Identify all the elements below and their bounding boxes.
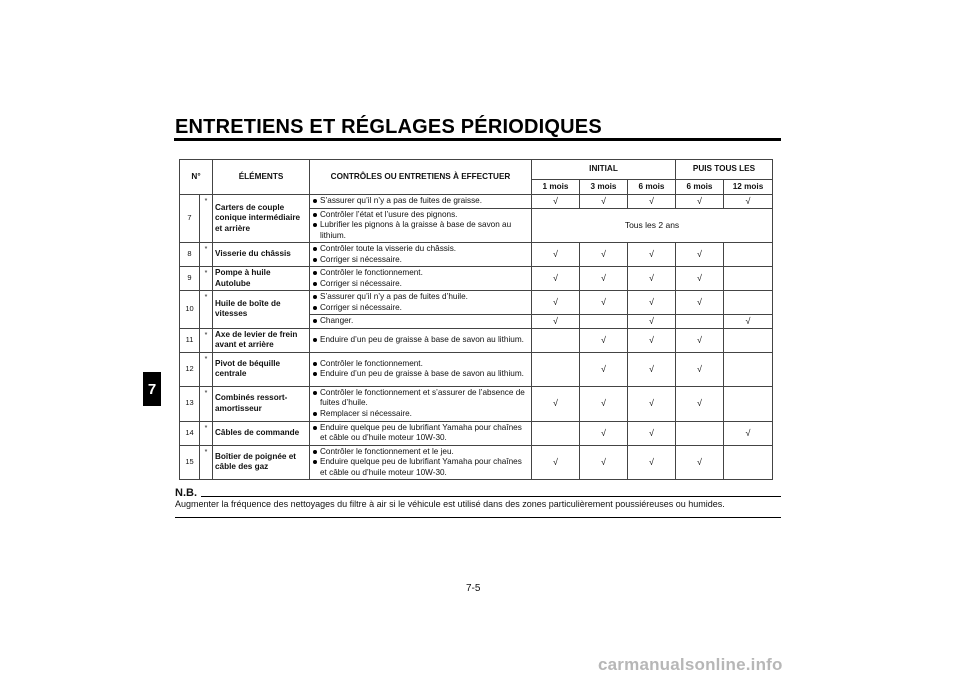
interval-cell <box>580 291 628 315</box>
header-thereafter: PUIS TOUS LES <box>676 160 773 180</box>
action-item: Enduire d’un peu de graisse à base de savon au lithium. <box>312 369 529 380</box>
action-item: Contrôler l’état et l’usure des pignons. <box>312 210 529 221</box>
interval-cell <box>676 291 724 315</box>
check-mark: √ <box>553 297 558 308</box>
item-name: Câbles de commande <box>213 421 310 445</box>
item-name: Axe de levier de frein avant et arrière <box>213 328 310 352</box>
actions-list <box>312 196 529 207</box>
interval-cell <box>580 267 628 291</box>
interval-cell <box>532 291 580 315</box>
row-number: 10 <box>180 291 200 329</box>
row-number: 9 <box>180 267 200 291</box>
table-row <box>180 243 773 267</box>
check-mark: √ <box>745 427 751 438</box>
interval-cell <box>628 352 676 386</box>
action-item: S’assurer qu’il n’y a pas de fuites d’huile. <box>312 292 529 303</box>
action-item: Enduire quelque peu de lubrifiant Yamaha pour chaînes et câble ou d’huile moteur 10W-30. <box>312 457 529 478</box>
check-mark: √ <box>553 457 558 467</box>
table-row <box>180 445 773 480</box>
interval-cell <box>724 352 773 386</box>
action-item: Contrôler le fonctionnement et le jeu. <box>312 447 529 458</box>
interval-cell <box>580 352 628 386</box>
chapter-tab: 7 <box>143 372 161 406</box>
item-name: Visserie du châssis <box>213 243 310 267</box>
check-mark: √ <box>649 297 654 308</box>
row-number: 15 <box>180 445 200 480</box>
check-mark: √ <box>553 316 558 326</box>
actions-cell <box>310 421 532 445</box>
star-mark: * <box>200 386 213 421</box>
actions-list <box>312 244 529 265</box>
check-mark: √ <box>601 457 606 467</box>
interval-cell <box>532 421 580 445</box>
star-mark: * <box>200 445 213 480</box>
check-mark: √ <box>697 249 702 260</box>
check-mark: √ <box>697 273 702 284</box>
check-mark: √ <box>553 273 558 284</box>
interval-cell <box>628 328 676 352</box>
actions-list <box>312 268 529 289</box>
note-text: Augmenter la fréquence des nettoyages du filtre à air si le véhicule est utilisé dans des zones particulièrement poussiéreuses ou humides. <box>175 499 725 509</box>
star-mark: * <box>200 267 213 291</box>
actions-list <box>312 335 529 346</box>
check-mark: √ <box>649 427 654 438</box>
page-number: 7-5 <box>466 583 481 594</box>
check-mark: √ <box>601 334 606 345</box>
interval-span: Tous les 2 ans <box>532 208 773 243</box>
interval-cell <box>676 267 724 291</box>
check-mark: √ <box>697 334 702 345</box>
actions-cell <box>310 328 532 352</box>
interval-cell <box>580 315 628 329</box>
check-mark: √ <box>601 273 606 284</box>
interval-cell <box>628 291 676 315</box>
action-item: Corriger si nécessaire. <box>312 279 529 290</box>
interval-cell <box>676 315 724 329</box>
header-period: 6 mois <box>676 180 724 195</box>
table-row <box>180 352 773 386</box>
check-mark: √ <box>601 249 606 260</box>
interval-cell <box>724 195 773 209</box>
interval-cell <box>580 445 628 480</box>
action-item: Contrôler le fonctionnement. <box>312 268 529 279</box>
header-period: 3 mois <box>580 180 628 195</box>
table-row <box>180 328 773 352</box>
row-number: 13 <box>180 386 200 421</box>
interval-cell <box>628 315 676 329</box>
page-title: ENTRETIENS ET RÉGLAGES PÉRIODIQUES <box>175 116 602 138</box>
interval-cell <box>628 267 676 291</box>
interval-cell <box>532 445 580 480</box>
table-row <box>180 195 773 209</box>
interval-cell <box>532 386 580 421</box>
action-item: Contrôler le fonctionnement. <box>312 359 529 370</box>
action-item: Contrôler toute la visserie du châssis. <box>312 244 529 255</box>
interval-cell <box>676 421 724 445</box>
action-item: Changer. <box>312 316 529 327</box>
interval-cell <box>628 445 676 480</box>
note-label: N.B. <box>175 487 197 499</box>
interval-cell <box>580 328 628 352</box>
interval-cell <box>676 195 724 209</box>
row-number: 11 <box>180 328 200 352</box>
table-body <box>180 195 773 480</box>
check-mark: √ <box>601 398 606 409</box>
interval-cell <box>628 243 676 267</box>
star-mark: * <box>200 421 213 445</box>
action-item: S’assurer qu’il n’y a pas de fuites de graisse. <box>312 196 529 207</box>
check-mark: √ <box>649 457 654 467</box>
check-mark: √ <box>697 363 702 374</box>
check-mark: √ <box>745 316 751 326</box>
actions-cell <box>310 291 532 315</box>
action-item: Enduire d’un peu de graisse à base de savon au lithium. <box>312 335 529 346</box>
check-mark: √ <box>553 249 558 260</box>
check-mark: √ <box>697 297 702 308</box>
check-mark: √ <box>601 297 606 308</box>
interval-cell <box>724 243 773 267</box>
actions-cell <box>310 445 532 480</box>
row-number: 12 <box>180 352 200 386</box>
interval-cell <box>532 267 580 291</box>
actions-cell <box>310 386 532 421</box>
star-mark: * <box>200 352 213 386</box>
check-mark: √ <box>649 363 654 374</box>
check-mark: √ <box>697 196 702 206</box>
row-number: 8 <box>180 243 200 267</box>
check-mark: √ <box>553 398 558 409</box>
check-mark: √ <box>649 196 654 206</box>
interval-cell <box>580 195 628 209</box>
item-name: Huile de boîte de vitesses <box>213 291 310 329</box>
action-item: Remplacer si nécessaire. <box>312 409 529 420</box>
action-item: Corriger si nécessaire. <box>312 255 529 266</box>
table-row <box>180 386 773 421</box>
title-rule <box>174 138 781 141</box>
actions-list <box>312 210 529 242</box>
header-controls: CONTRÔLES OU ENTRETIENS À EFFECTUER <box>310 160 532 195</box>
interval-cell <box>532 315 580 329</box>
actions-cell <box>310 208 532 243</box>
interval-cell <box>580 243 628 267</box>
actions-list <box>312 447 529 479</box>
maintenance-table <box>179 159 773 480</box>
actions-list <box>312 316 529 327</box>
header-initial: INITIAL <box>532 160 676 180</box>
header-period: 1 mois <box>532 180 580 195</box>
check-mark: √ <box>649 398 654 409</box>
header-period: 6 mois <box>628 180 676 195</box>
check-mark: √ <box>553 196 558 206</box>
star-mark: * <box>200 195 213 243</box>
row-number: 7 <box>180 195 200 243</box>
check-mark: √ <box>601 427 606 438</box>
actions-cell <box>310 195 532 209</box>
action-item: Contrôler le fonctionnement et s’assurer de l’absence de fuites d’huile. <box>312 388 529 409</box>
check-mark: √ <box>649 316 654 326</box>
interval-cell <box>532 328 580 352</box>
interval-cell <box>532 352 580 386</box>
interval-cell <box>724 445 773 480</box>
interval-cell <box>580 386 628 421</box>
table-row <box>180 421 773 445</box>
actions-list <box>312 292 529 313</box>
interval-cell <box>724 421 773 445</box>
actions-list <box>312 388 529 420</box>
interval-cell <box>628 195 676 209</box>
item-name: Pivot de béquille centrale <box>213 352 310 386</box>
header-num: N° <box>180 160 213 195</box>
header-period: 12 mois <box>724 180 773 195</box>
check-mark: √ <box>697 457 702 467</box>
actions-cell <box>310 352 532 386</box>
interval-cell <box>724 328 773 352</box>
star-mark: * <box>200 328 213 352</box>
action-item: Lubrifier les pignons à la graisse à base de savon au lithium. <box>312 220 529 241</box>
actions-cell <box>310 267 532 291</box>
interval-cell <box>676 243 724 267</box>
check-mark: √ <box>649 273 654 284</box>
interval-cell <box>676 352 724 386</box>
table-row <box>180 267 773 291</box>
star-mark: * <box>200 291 213 329</box>
actions-cell <box>310 243 532 267</box>
interval-cell <box>676 328 724 352</box>
item-name: Combinés ressort-amortisseur <box>213 386 310 421</box>
interval-cell <box>532 195 580 209</box>
interval-cell <box>724 267 773 291</box>
item-name: Boîtier de poignée et câble des gaz <box>213 445 310 480</box>
header-elements: ÉLÉMENTS <box>213 160 310 195</box>
interval-cell <box>724 315 773 329</box>
interval-cell <box>580 421 628 445</box>
check-mark: √ <box>649 334 654 345</box>
action-item: Enduire quelque peu de lubrifiant Yamaha pour chaînes et câble ou d’huile moteur 10W-30. <box>312 423 529 444</box>
row-number: 14 <box>180 421 200 445</box>
star-mark: * <box>200 243 213 267</box>
action-item: Corriger si nécessaire. <box>312 303 529 314</box>
interval-cell <box>676 445 724 480</box>
actions-list <box>312 359 529 380</box>
interval-cell <box>532 243 580 267</box>
interval-cell <box>676 386 724 421</box>
note-rule-bottom <box>175 517 781 518</box>
item-name: Carters de couple conique intermédiaire et arrière <box>213 195 310 243</box>
check-mark: √ <box>601 196 606 206</box>
note-rule-top <box>201 496 781 497</box>
actions-cell <box>310 315 532 329</box>
check-mark: √ <box>697 398 702 409</box>
item-name: Pompe à huile Autolube <box>213 267 310 291</box>
table-row <box>180 291 773 315</box>
interval-cell <box>628 386 676 421</box>
interval-cell <box>628 421 676 445</box>
interval-cell <box>724 291 773 315</box>
watermark: carmanualsonline.info <box>598 655 783 674</box>
check-mark: √ <box>745 196 751 206</box>
check-mark: √ <box>649 249 654 260</box>
actions-list <box>312 423 529 444</box>
check-mark: √ <box>601 363 606 374</box>
interval-cell <box>724 386 773 421</box>
